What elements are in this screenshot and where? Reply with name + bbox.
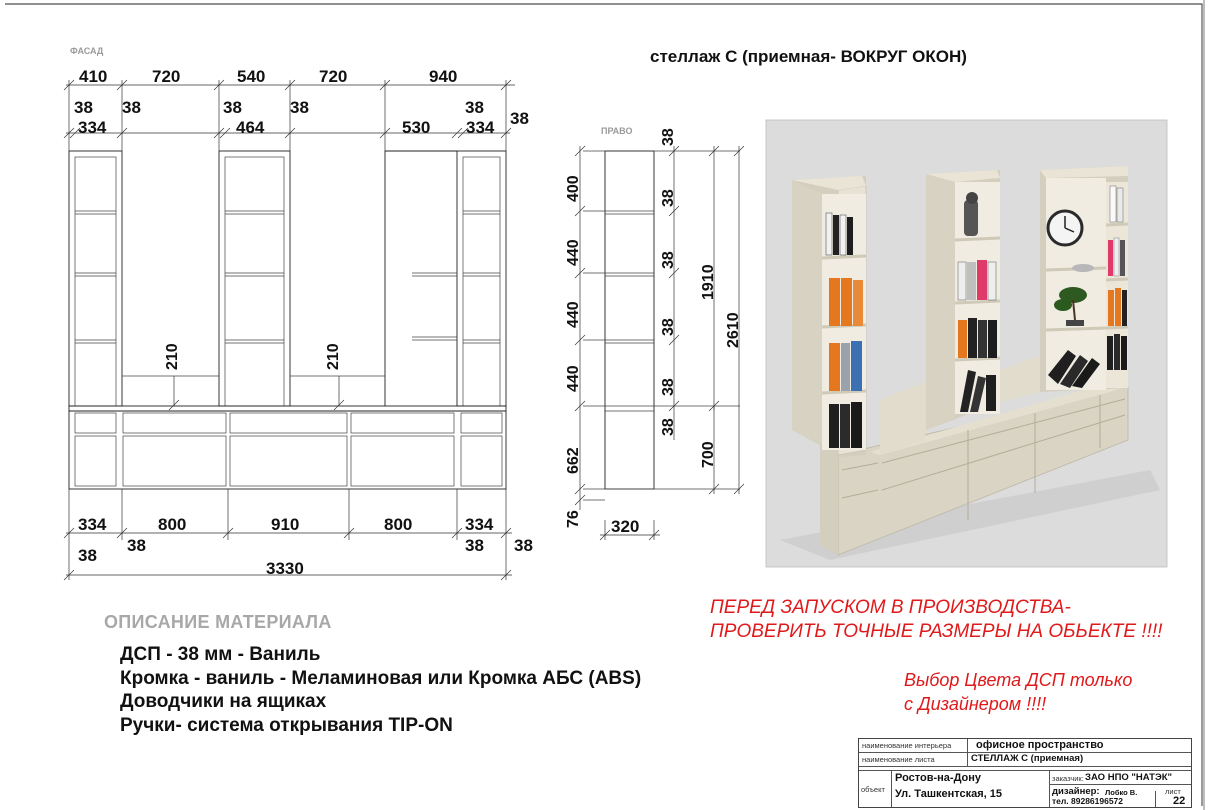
- column-right: [457, 151, 506, 406]
- dim-bottom-width: 334: [78, 515, 107, 534]
- production-warning: [710, 596, 1162, 644]
- facade-drawing: [64, 80, 515, 580]
- dim-shelf-height: 662: [565, 447, 582, 474]
- column-left: [69, 151, 122, 406]
- object-city: Ростов-на-Дону: [895, 772, 982, 784]
- designer-phone: тел. 89286196572: [1052, 796, 1124, 806]
- client-label: заказчик:: [1052, 774, 1084, 783]
- material-title: ОПИСАНИЕ МАТЕРИАЛА: [104, 612, 332, 632]
- dim-side-thickness: 38: [660, 418, 677, 436]
- dim-shelf-height: 440: [565, 365, 582, 392]
- sheet-number-label: лист: [1165, 787, 1181, 796]
- dim-inner-width: 334: [466, 118, 495, 137]
- dim-shelf-height: 400: [565, 175, 582, 202]
- base-cabinet: [69, 406, 506, 489]
- dim-top-width: 410: [79, 67, 108, 86]
- designer-value: Лобко В.: [1105, 788, 1138, 797]
- warning-line: ПРОВЕРИТЬ ТОЧНЫЕ РАЗМЕРЫ НА ОБЬЕКТЕ !!!!: [710, 621, 1163, 642]
- color-note: [904, 668, 1132, 716]
- cabinet-render: [766, 120, 1167, 567]
- dim-thickness: 38: [290, 98, 309, 117]
- dim-plinth-height: 76: [565, 510, 582, 528]
- dim-base-height: 700: [700, 441, 717, 468]
- note-line: Выбор Цвета ДСП только: [904, 670, 1133, 690]
- dim-side-thickness: 38: [660, 128, 677, 146]
- dim-side-thickness: 38: [660, 251, 677, 269]
- dim-bottom-width: 800: [158, 515, 187, 534]
- material-list: [120, 643, 641, 737]
- dim-thickness: 38: [510, 109, 529, 128]
- interior-value: офисное пространство: [976, 739, 1104, 751]
- dim-bottom-width: 800: [384, 515, 413, 534]
- dim-inner-width: 334: [78, 118, 107, 137]
- dim-total-width: 3330: [266, 559, 304, 578]
- dim-bottom-thickness: 38: [78, 546, 97, 565]
- dim-top-width: 720: [319, 67, 348, 86]
- client-value: ЗАО НПО "НАТЭК": [1085, 772, 1173, 783]
- warning-line: ПЕРЕД ЗАПУСКОМ В ПРОИЗВОДСТВА-: [710, 597, 1071, 618]
- drawing-title: стеллаж С (приемная- ВОКРУГ ОКОН): [650, 47, 967, 66]
- title-block: [858, 738, 1192, 808]
- dim-shelf-height: 440: [565, 239, 582, 266]
- facade-dimensions: [74, 67, 533, 578]
- dim-top-width: 940: [429, 67, 458, 86]
- dim-thickness: 38: [465, 98, 484, 117]
- dim-bottom-width: 910: [271, 515, 300, 534]
- dim-side-thickness: 38: [660, 318, 677, 336]
- dim-top-width: 720: [152, 67, 181, 86]
- material-line: Кромка - ваниль - Меламиновая или Кромка АБС (ABS): [120, 667, 642, 689]
- dim-thickness: 38: [223, 98, 242, 117]
- dim-low-height: 210: [325, 343, 342, 370]
- dim-side-thickness: 38: [660, 378, 677, 396]
- dim-total-height: 2610: [725, 312, 742, 348]
- raised-section: [385, 151, 457, 406]
- column-middle: [219, 151, 290, 406]
- sheet-number: 22: [1173, 795, 1186, 807]
- material-line: ДСП - 38 мм - Ваниль: [120, 644, 321, 665]
- dim-upper-height: 1910: [700, 264, 717, 300]
- side-profile: [605, 151, 654, 489]
- dim-inner-width: 464: [236, 118, 265, 137]
- object-address: Ул. Ташкентская, 15: [895, 788, 1002, 800]
- side-dimensions: [565, 128, 742, 536]
- dim-inner-width: 530: [402, 118, 431, 137]
- side-view-label: ПРАВО: [601, 126, 633, 136]
- dim-top-width: 540: [237, 67, 266, 86]
- sheet-name-label: наименование листа: [862, 755, 935, 764]
- dim-bottom-thickness: 38: [465, 536, 484, 555]
- dim-bottom-thickness: 38: [127, 536, 146, 555]
- dim-thickness: 38: [74, 98, 93, 117]
- interior-label: наименование интерьера: [862, 741, 952, 750]
- facade-label: ФАСАД: [70, 46, 104, 56]
- dim-bottom-thickness: 38: [514, 536, 533, 555]
- material-line: Ручки- система открывания TIP-ON: [120, 714, 453, 736]
- note-line: с Дизайнером !!!!: [904, 694, 1047, 714]
- dim-shelf-height: 440: [565, 301, 582, 328]
- dim-bottom-width: 334: [465, 515, 494, 534]
- dim-low-height: 210: [164, 343, 181, 370]
- dim-depth: 320: [611, 517, 640, 536]
- object-label: объект: [861, 785, 885, 794]
- material-line: Доводчики на ящиках: [120, 691, 327, 712]
- designer-label: дизайнер:: [1052, 786, 1100, 797]
- sheet-name-value: СТЕЛЛАЖ С (приемная): [971, 753, 1084, 764]
- dim-thickness: 38: [122, 98, 141, 117]
- dim-side-thickness: 38: [660, 189, 677, 207]
